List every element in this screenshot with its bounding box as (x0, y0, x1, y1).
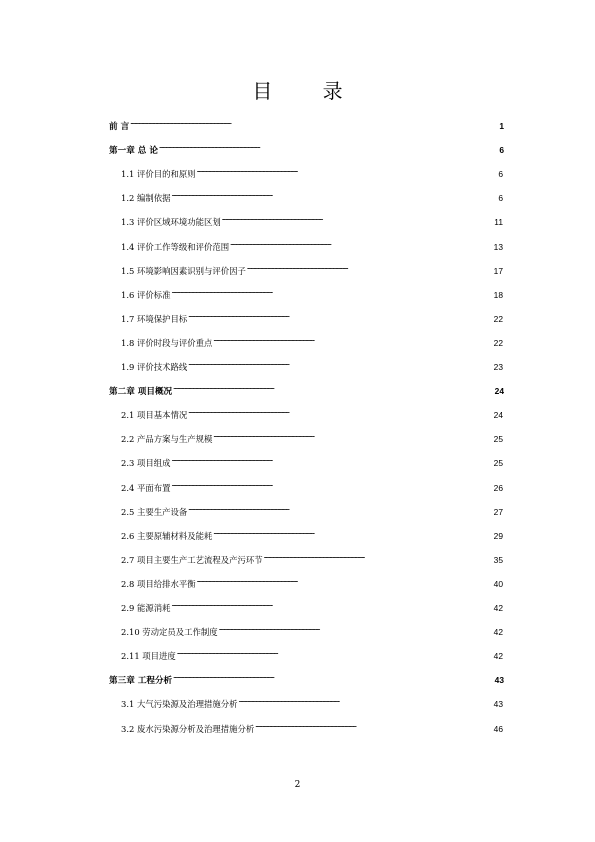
toc-dot-leader (188, 356, 492, 370)
toc-entry-page: 22 (493, 337, 503, 348)
toc-dot-leader (230, 236, 493, 250)
toc-dot-leader (188, 308, 492, 322)
toc-entry-label: 1.5 环境影响因素识别与评价因子 (121, 265, 246, 276)
toc-section-entry[interactable] (121, 211, 503, 228)
page-number: 2 (294, 780, 301, 790)
toc-dot-leader (171, 477, 492, 491)
toc-entry-page: 42 (493, 651, 503, 662)
toc-entry-label: 3.1 大气污染源及治理措施分析 (121, 699, 238, 710)
toc-dot-leader (213, 332, 492, 346)
toc-entry-page: 26 (493, 482, 503, 493)
toc-section-entry[interactable] (121, 597, 503, 611)
toc-dot-leader (188, 501, 492, 515)
toc-entry-page: 13 (493, 241, 503, 252)
toc-entry-page: 35 (493, 554, 503, 565)
toc-section-entry[interactable] (121, 477, 503, 491)
toc-section-entry[interactable] (121, 693, 503, 710)
toc-dot-leader (213, 428, 492, 442)
toc-entry-page: 22 (493, 313, 503, 324)
toc-entry-label: 第二章 项目概况 (109, 387, 173, 398)
toc-dot-leader (197, 163, 498, 177)
toc-section-entry[interactable] (121, 404, 503, 421)
toc-entry-label: 1.9 评价技术路线 (121, 362, 188, 372)
toc-title: 目 录 (252, 79, 365, 103)
toc-entry-label: 2.2 产品方案与生产规模 (121, 434, 213, 445)
toc-dot-leader (171, 452, 492, 466)
toc-entry-page: 27 (493, 506, 503, 517)
toc-entry-label: 2.7 项目主要生产工艺流程及产污环节 (121, 554, 263, 565)
toc-section-entry[interactable] (121, 645, 503, 662)
toc-section-entry[interactable] (121, 260, 503, 274)
toc-entry-page: 11 (494, 217, 503, 228)
toc-section-entry[interactable] (121, 525, 503, 539)
toc-section-entry[interactable] (121, 308, 503, 322)
toc-section-entry[interactable] (121, 187, 503, 204)
toc-entry-label: 1.6 评价标准 (121, 289, 171, 300)
toc-entry-page: 29 (493, 530, 503, 541)
toc-dot-leader (219, 621, 493, 635)
toc-dot-leader (173, 669, 494, 683)
toc-entry-page: 24 (494, 386, 504, 397)
toc-entry-label: 前 言 (109, 122, 130, 132)
toc-chapter-entry[interactable] (109, 380, 504, 398)
toc-entry-label: 2.10 劳动定员及工作制度 (121, 627, 218, 638)
toc-entry-page: 43 (493, 699, 503, 710)
toc-dot-leader (171, 187, 497, 201)
toc-entry-page: 23 (493, 362, 503, 372)
toc-entry-label: 2.3 项目组成 (121, 458, 171, 469)
toc-entry-label: 1.4 评价工作等级和评价范围 (121, 241, 230, 252)
toc-section-entry[interactable] (121, 718, 503, 732)
toc-dot-leader (173, 380, 494, 394)
toc-entry-label: 3.2 废水污染源分析及治理措施分析 (121, 723, 255, 734)
toc-entry-page: 1 (499, 121, 504, 131)
toc-section-entry[interactable] (121, 501, 503, 515)
toc-section-entry[interactable] (121, 236, 503, 250)
toc-dot-leader (130, 115, 498, 129)
toc-entry-label: 1.1 评价目的和原则 (121, 169, 196, 180)
toc-dot-leader (171, 597, 492, 611)
toc-section-entry[interactable] (121, 284, 503, 298)
toc-entry-page: 25 (493, 458, 503, 469)
toc-entry-page: 6 (498, 169, 503, 180)
toc-section-entry[interactable] (121, 428, 503, 445)
toc-section-entry[interactable] (121, 549, 503, 563)
toc-dot-leader (188, 404, 492, 418)
toc-entry-label: 2.8 项目给排水平衡 (121, 578, 196, 589)
toc-dot-leader (159, 139, 498, 153)
toc-section-entry[interactable] (121, 621, 503, 638)
toc-section-entry[interactable] (121, 573, 503, 587)
toc-entry-label: 1.7 环境保护目标 (121, 313, 188, 324)
toc-dot-leader (222, 211, 494, 225)
toc-entry-label: 2.11 项目进度 (121, 651, 176, 662)
toc-entry-label: 2.5 主要生产设备 (121, 506, 188, 517)
toc-entry-label: 1.8 评价时段与评价重点 (121, 337, 213, 348)
toc-entry-page: 25 (493, 434, 503, 445)
toc-entry-label: 2.9 能源消耗 (121, 603, 171, 613)
toc-dot-leader (255, 718, 492, 732)
toc-dot-leader (213, 525, 492, 539)
toc-entry-page: 17 (493, 265, 503, 276)
toc-entry-label: 1.2 编制依据 (121, 193, 171, 204)
toc-entry-page: 42 (493, 627, 503, 638)
toc-entry-page: 6 (499, 145, 504, 156)
toc-entry-page: 24 (493, 410, 503, 421)
toc-entry-label: 第三章 工程分析 (109, 676, 173, 687)
toc-entry-page: 40 (493, 578, 503, 589)
toc-section-entry[interactable] (121, 163, 503, 180)
toc-entry-label: 1.3 评价区域环境功能区划 (121, 217, 221, 228)
toc-dot-leader (264, 549, 493, 563)
toc-chapter-entry[interactable] (109, 139, 504, 157)
toc-entry-label: 2.4 平面布置 (121, 482, 171, 493)
toc-dot-leader (238, 693, 492, 707)
toc-entry-label: 第一章 总 论 (109, 146, 158, 157)
toc-entry-page: 46 (493, 723, 503, 734)
toc-section-entry[interactable] (121, 452, 503, 469)
toc-dot-leader (197, 573, 493, 587)
toc-entry-page: 6 (498, 193, 503, 204)
toc-dot-leader (171, 284, 492, 298)
toc-section-entry[interactable] (121, 356, 503, 370)
toc-section-entry[interactable] (121, 332, 503, 346)
toc-entry-label: 2.6 主要原辅材料及能耗 (121, 530, 213, 541)
toc-chapter-entry[interactable] (109, 115, 504, 132)
toc-chapter-entry[interactable] (109, 669, 504, 687)
toc-entry-page: 18 (493, 289, 503, 300)
toc-entry-label: 2.1 项目基本情况 (121, 410, 188, 421)
toc-entry-page: 42 (493, 603, 503, 613)
toc-dot-leader (177, 645, 493, 659)
toc-entry-page: 43 (494, 675, 504, 686)
toc-dot-leader (247, 260, 493, 274)
